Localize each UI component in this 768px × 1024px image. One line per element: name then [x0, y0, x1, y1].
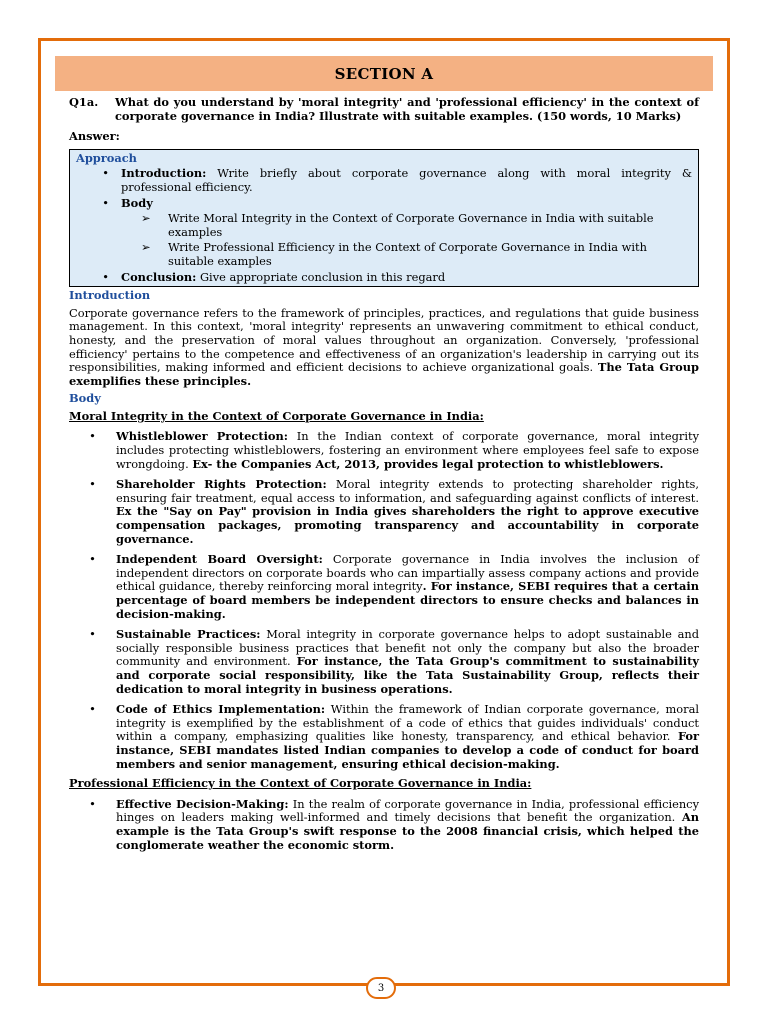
page-number: 3: [366, 977, 396, 999]
bullet-icon: •: [102, 166, 109, 181]
bullet-icon: •: [89, 702, 96, 717]
professional-heading: Professional Efficiency in the Context of Corporate Governance in India:: [69, 776, 532, 791]
bullet-icon: •: [89, 627, 96, 642]
approach-conclusion: [76, 271, 692, 285]
bullet-icon: •: [102, 269, 109, 284]
introduction-heading: Introduction: [69, 288, 151, 303]
approach-body-label: Body: [121, 195, 153, 210]
approach-body: [76, 197, 692, 211]
approach-box: [69, 149, 699, 287]
bullet-icon: •: [89, 429, 96, 444]
approach-conclusion-text: Give appropriate conclusion in this regard: [196, 269, 446, 284]
approach-intro-text: Write briefly about corporate governance along with moral integrity & professional efficiency.: [121, 166, 692, 194]
bullet-icon: •: [89, 552, 96, 567]
approach-conclusion-label: Conclusion:: [121, 269, 197, 284]
list-item: • Code of Ethics Implementation: Within the framework of Indian corporate governance, moral integrity is exemplified by the establishment of a code of ethics that guides individuals' conduct within a company, emphasizing qualities like honesty, transparency, and ethical behavior. For instance, SEBI mandates listed Indian companies to develop a code of conduct for board members and senior management, ensuring ethical decision-making.: [69, 703, 699, 771]
list-item: • Independent Board Oversight: Corporate governance in India involves the inclusion of independent directors on corporate boards who can impartially assess company actions and provide ethical guidance, thereby reinforcing moral integrity. For instance, SEBI requires that a certain percentage of board members be independent directors to ensure checks and balances in decision-making.: [69, 553, 699, 621]
list-item: • Shareholder Rights Protection: Moral integrity extends to protecting shareholder rights, ensuring fair treatment, equal access to information, and safeguarding against conflicts of interest. Ex the "Say on Pay" provision in India gives shareholders the right to approve executive compensation packages, promoting transparency and accountability in corporate governance.: [69, 478, 699, 546]
approach-body-item: ➢ Write Professional Efficiency in the Context of Corporate Governance in India with suitable examples: [141, 240, 647, 268]
list-item: • Sustainable Practices: Moral integrity in corporate governance helps to adopt sustainable and socially responsible business practices that benefit not only the company but also the broader community and environment. For instance, the Tata Group's commitment to sustainability and corporate social responsibility, like the Tata Sustainability Group, reflects their dedication to moral integrity in business operations.: [69, 628, 699, 696]
list-item: • Effective Decision-Making: In the realm of corporate governance in India, professional efficiency hinges on leaders making well-informed and timely decisions that benefit the organization. An example is the Tata Group's swift response to the 2008 financial crisis, which helped the conglomerate weather the economic storm.: [69, 798, 699, 852]
approach-intro: [76, 167, 692, 194]
bullet-icon: •: [89, 796, 96, 811]
introduction-paragraph: Corporate governance refers to the framework of principles, practices, and regulations that guide business management. In this context, 'moral integrity' represents an unwavering commitment to ethical conduct, honesty, and the preservation of moral values throughout an organization. Conversely, 'professional efficiency' pertains to the competence and effectiveness of an organization's leadership in carrying out its responsibilities, making informed and efficient decisions to achieve organizational goals. The Tata Group exemplifies these principles.: [69, 305, 699, 388]
approach-intro-label: Introduction:: [121, 166, 207, 181]
approach-title: Approach: [76, 150, 137, 165]
arrow-bullet-icon: ➢: [141, 240, 151, 255]
answer-label: Answer:: [69, 129, 120, 144]
question-number: Q1a.: [69, 95, 99, 109]
body-heading: Body: [69, 391, 101, 406]
question-text: What do you understand by 'moral integrity' and 'professional efficiency' in the context of corporate governance in India? Illustrate with suitable examples. (150 words, 10 Marks): [115, 95, 699, 123]
question: [69, 96, 699, 123]
arrow-bullet-icon: ➢: [141, 211, 151, 226]
page-content: [69, 96, 699, 852]
approach-body-item: ➢ Write Moral Integrity in the Context of Corporate Governance in India with suitable examples: [141, 211, 654, 239]
list-item: • Whistleblower Protection: In the Indian context of corporate governance, moral integrity includes protecting whistleblowers, fostering an environment where employees feel safe to expose wrongdoing. Ex- the Companies Act, 2013, provides legal protection to whistleblowers.: [69, 430, 699, 471]
bullet-icon: •: [89, 477, 96, 492]
section-title: SECTION A: [55, 56, 713, 91]
bullet-icon: •: [102, 195, 109, 210]
moral-heading: Moral Integrity in the Context of Corporate Governance in India:: [69, 408, 484, 423]
